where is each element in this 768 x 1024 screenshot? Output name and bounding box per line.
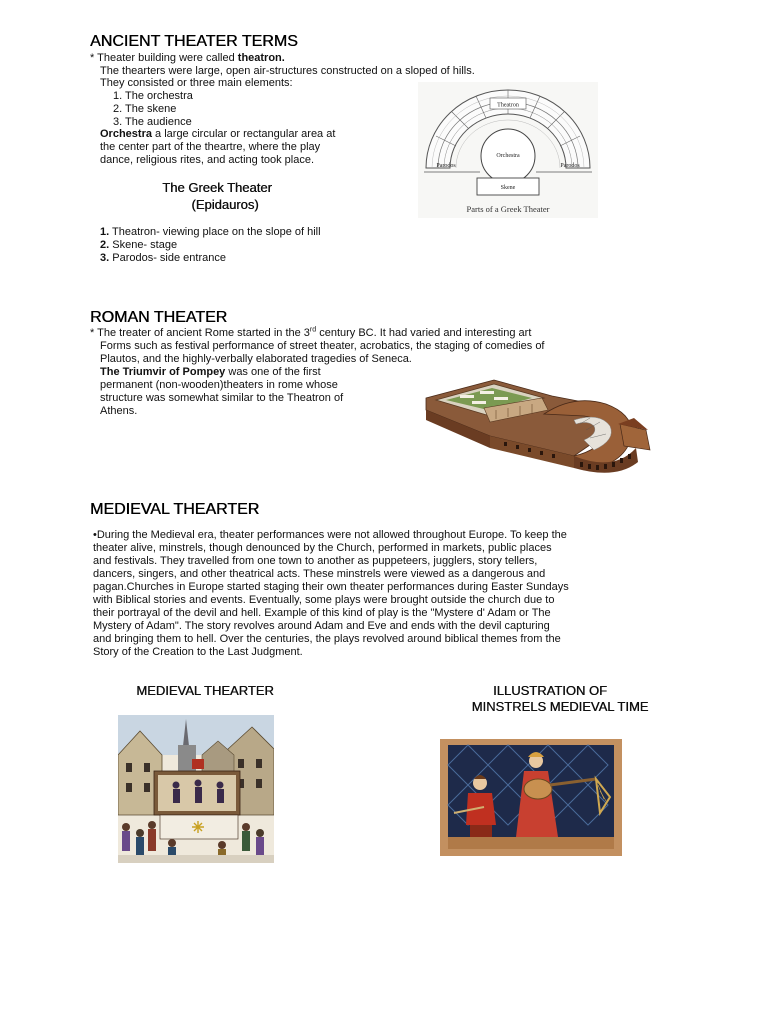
pompey-line-3: structure was somewhat similar to the Theatron of bbox=[100, 392, 344, 404]
part-item-skene bbox=[100, 239, 177, 252]
roman-heading: ROMAN THEATER bbox=[90, 309, 228, 326]
diagram-label-orchestra: Orchestra bbox=[496, 153, 520, 159]
element-item-orchestra: 1. The orchestra bbox=[113, 90, 193, 102]
diagram-label-theatron: Theatron bbox=[497, 102, 519, 109]
roman-line-1-sup: rd bbox=[309, 326, 317, 334]
pompey-line-1-text: was one of the first bbox=[225, 366, 321, 378]
orchestra-definition-line-2: the center part of the theartre, where the play bbox=[100, 141, 321, 153]
element-item-skene: 2. The skene bbox=[113, 103, 177, 115]
theatron-line-prefix: * Theater building were called bbox=[90, 52, 238, 64]
roman-theater-illustration bbox=[424, 376, 654, 480]
greek-theater-subtitle: (Epidauros) bbox=[191, 197, 259, 212]
orchestra-definition-line-1 bbox=[100, 128, 335, 141]
orchestra-definition-text: a large circular or rectangular area at bbox=[151, 128, 336, 140]
part-number: 3. bbox=[100, 252, 110, 264]
greek-theater-diagram bbox=[418, 82, 598, 218]
greek-theater-title: The Greek Theater bbox=[162, 180, 272, 195]
part-text: Parodos- side entrance bbox=[109, 252, 226, 264]
structures-line: The thearters were large, open air-structures constructed on a sloped of hills. bbox=[100, 65, 475, 77]
part-text: Theatron- viewing place on the slope of hill bbox=[109, 226, 321, 238]
medieval-heading: MEDIEVAL THEARTER bbox=[90, 501, 260, 518]
diagram-label-skene: Skene bbox=[500, 185, 516, 191]
minstrels-caption-line-1: ILLUSTRATION OF bbox=[493, 683, 607, 698]
orchestra-term: Orchestra bbox=[100, 128, 152, 140]
roman-line-1 bbox=[90, 327, 531, 340]
medieval-paragraph: •During the Medieval era, theater performances were not allowed throughout Europe. To keep the theater alive, minstrels, though denounced by the Church, performed in markets, public places and festivals. They travelled from one town to another as puppeteers, jugglers, story tellers, dancers, singers, and other theatrical acts. These minstrels were viewed as a dangerous and pagan.Churches in Europe started staging their own theater performances during Easter Sundays with Biblical stories and events. Eventually, some plays were brought outside the church due to their portrayal of the devil and hell. Example of this kind of play is the "Mystere d' Adam or The Mystery of Adam". The story revolves around Adam and Eve and ends with the devil capturing and bringing them to hell. Over the centuries, the plays revolved around biblical themes from the Story of the Creation to the Last Judgment. bbox=[93, 529, 569, 658]
elements-intro-line: They consisted or three main elements: bbox=[100, 77, 293, 89]
theatron-term: theatron. bbox=[237, 52, 285, 64]
pompey-line-1 bbox=[100, 366, 321, 379]
part-number: 1. bbox=[100, 226, 110, 238]
part-number: 2. bbox=[100, 239, 110, 251]
diagram-label-parodos-left: Parodos bbox=[436, 163, 456, 169]
minstrels-illustration bbox=[440, 739, 622, 856]
pompey-line-2: permanent (non-wooden)theaters in rome whose bbox=[100, 379, 338, 391]
pompey-line-4: Athens. bbox=[100, 405, 138, 417]
element-item-audience: 3. The audience bbox=[113, 116, 192, 128]
roman-line-1-a: * The treater of ancient Rome started in the 3 bbox=[90, 327, 310, 339]
medieval-theater-caption: MEDIEVAL THEARTER bbox=[136, 683, 274, 698]
roman-line-1-b: century BC. It had varied and interesting art bbox=[316, 327, 532, 339]
orchestra-definition-line-3: dance, religious rites, and acting took place. bbox=[100, 154, 315, 166]
diagram-label-parodos-right: Parodos bbox=[560, 163, 580, 169]
pompey-term: The Triumvir of Pompey bbox=[100, 366, 226, 378]
medieval-theater-illustration bbox=[118, 715, 274, 863]
part-item-parodos bbox=[100, 252, 226, 265]
ancient-heading: ANCIENT THEATER TERMS bbox=[90, 33, 298, 50]
roman-line-2: Forms such as festival performance of street theater, acrobatics, the staging of comedies of bbox=[100, 340, 545, 352]
diagram-caption: Parts of a Greek Theater bbox=[466, 204, 550, 214]
part-text: Skene- stage bbox=[109, 239, 178, 251]
part-item-theatron bbox=[100, 226, 321, 239]
minstrels-caption-line-2: MINSTRELS MEDIEVAL TIME bbox=[471, 699, 649, 714]
roman-line-3: Plautos, and the highly-verbally elaborated tragedies of Seneca. bbox=[100, 353, 412, 365]
theatron-line bbox=[90, 52, 285, 65]
